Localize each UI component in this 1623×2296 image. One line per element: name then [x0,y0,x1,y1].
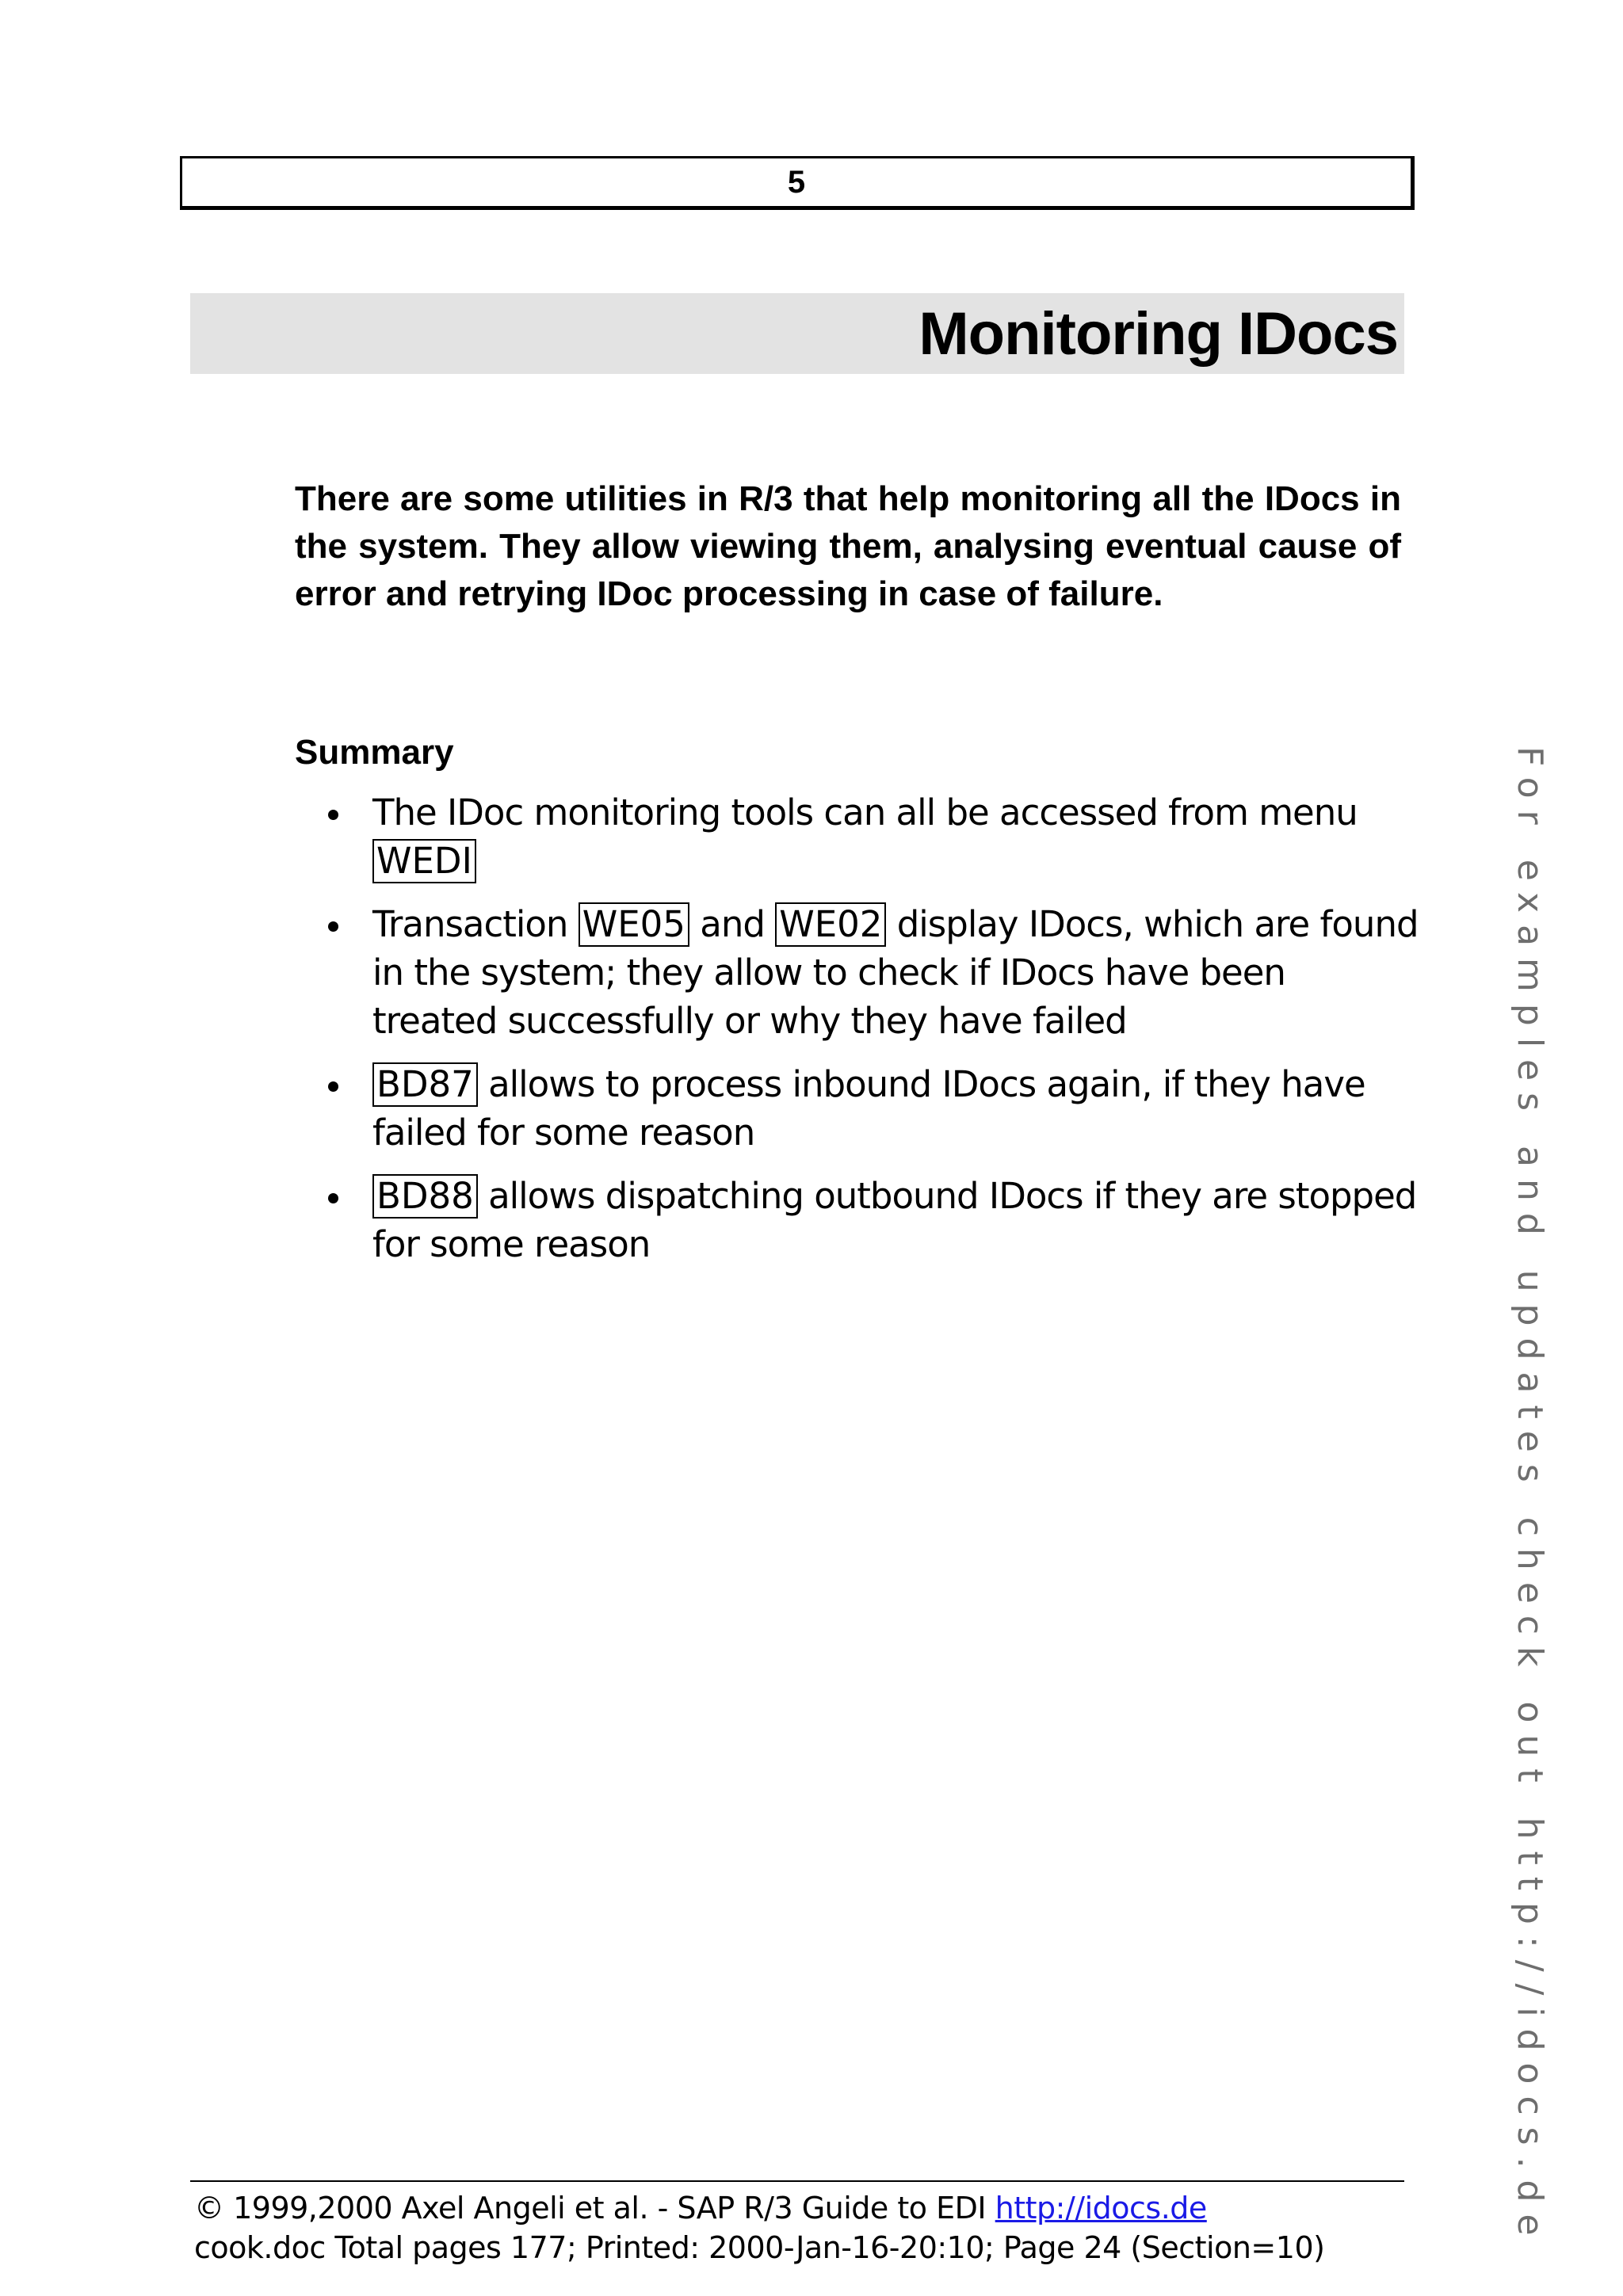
bullet-icon [328,1081,338,1092]
page-footer [194,2188,1462,2267]
bullet-icon [328,810,338,820]
list-item-text: allows to process inbound IDocs again, if they have failed for some reason [372,1063,1365,1154]
intro-paragraph: There are some utilities in R/3 that help monitoring all the IDocs in the system. They allow viewing them, analysing eventual cause of error and retrying IDoc processing in case of failure. [295,479,1401,613]
bullet-icon [328,921,338,932]
footer-line-2: cook.doc Total pages 177; Printed: 2000-Jan-16-20:10; Page 24 (Section=10) [194,2230,1325,2265]
transaction-code: WE05 [579,902,689,947]
side-note-vertical: For examples and updates check out http://idocs.de [1510,746,1550,2248]
list-item-text: allows dispatching outbound IDocs if they are stopped for some reason [372,1175,1417,1265]
transaction-code: BD87 [372,1062,478,1107]
transaction-code: WE02 [775,902,886,947]
summary-heading: Summary [295,733,454,772]
chapter-number-box [180,156,1415,210]
footer-copyright-text: 1999,2000 Axel Angeli et al. - SAP R/3 Guide to EDI [233,2191,987,2225]
transaction-code: BD88 [372,1174,478,1219]
copyright-icon: © [194,2191,224,2225]
list-item [295,1172,1420,1268]
page-title-bar [190,293,1404,374]
footer-divider [190,2180,1404,2182]
footer-link[interactable]: http://idocs.de [995,2191,1207,2225]
list-item-text: Transaction [372,903,579,945]
page-title: Monitoring IDocs [918,299,1398,368]
list-item [295,1060,1420,1157]
list-item [295,900,1420,1045]
chapter-number: 5 [787,164,806,200]
list-item-text: The IDoc monitoring tools can all be accessed from menu [372,791,1358,833]
list-item-text: and [689,903,776,945]
list-item [295,788,1420,885]
list-item-text: display IDocs, which are found in the system; they allow to check if IDocs have been treated successfully or why they have failed [372,903,1419,1042]
footer-line-1 [194,2188,1462,2228]
bullet-icon [328,1193,338,1203]
transaction-code: WEDI [372,839,476,883]
summary-list [295,788,1420,1283]
